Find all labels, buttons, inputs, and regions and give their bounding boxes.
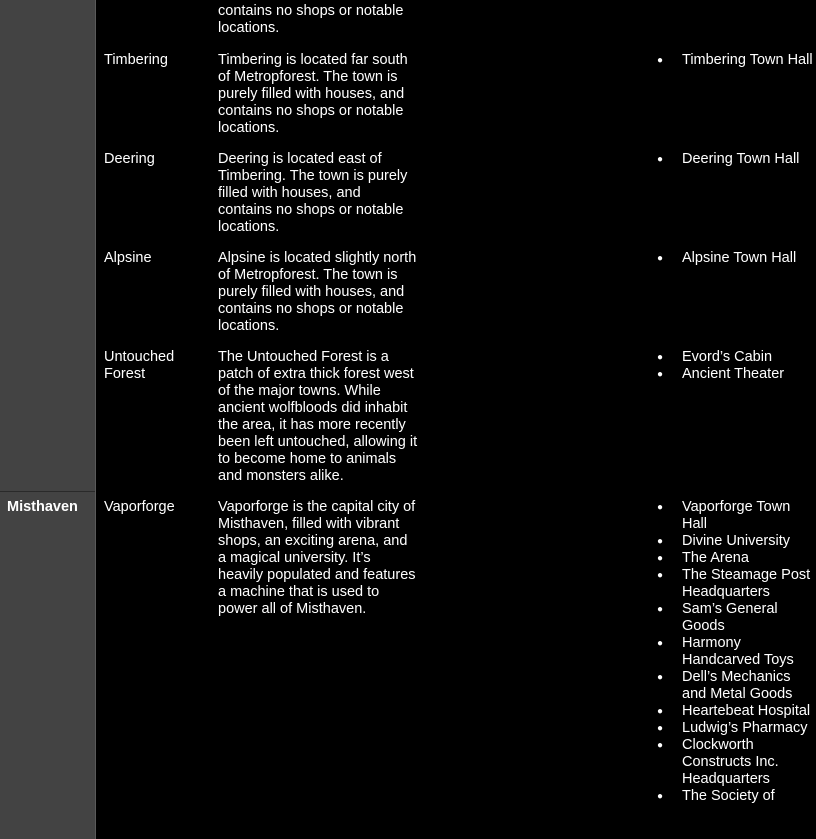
row-divider [0,491,95,492]
location-item: ● The Steamage Post Headquarters [650,567,816,601]
location-item: ● Timbering Town Hall [650,52,816,69]
column-divider [95,0,96,839]
town-description: Deering is located east of Timbering. The town is purely filled with houses, and contains no shops or notable locations. [218,151,408,235]
location-item: ● Alpsine Town Hall [650,250,816,267]
location-item: ● Ancient Theater [650,366,816,383]
region-column [0,0,95,839]
location-item: ● Dell’s Mechanics and Metal Goods [650,669,816,703]
region-name: Misthaven [7,499,78,515]
town-name: Untouched Forest [104,349,175,382]
town-description: Vaporforge is the capital city of Misthaven, filled with vibrant shops, an exciting arena, and a magical university. It’s heavily populated and features a machine that is used to power all of Misthaven. [218,499,416,617]
location-item: ● Heartebeat Hospital [650,703,816,720]
town-name: Timbering [104,52,168,68]
town-description: The Untouched Forest is a patch of extra thick forest west of the major towns. While ancient wolfbloods did inhabit the area, it has more recently been left untouched, allowing it to become home to animals and monsters alike. [218,349,418,484]
locations-list [650,151,816,168]
location-item: ● The Society of [650,788,816,805]
location-item: ● Divine University [650,533,816,550]
location-item: ● Sam’s General Goods [650,601,816,635]
location-item: ● Clockworth Constructs Inc. Headquarters [650,737,816,788]
location-item: ● Evord’s Cabin [650,349,816,366]
town-name: Vaporforge [104,499,175,515]
locations-list [650,52,816,69]
location-item: ● Vaporforge Town Hall [650,499,816,533]
location-item: ● Deering Town Hall [650,151,816,168]
location-item: ● Harmony Handcarved Toys [650,635,816,669]
town-description: contains no shops or notable locations. [218,3,404,36]
town-name: Alpsine [104,250,152,266]
locations-list [650,499,816,805]
locations-list [650,250,816,267]
location-item: ● The Arena [650,550,816,567]
town-description: Timbering is located far south of Metropforest. The town is purely filled with houses, and contains no shops or notable locations. [218,52,408,136]
town-description: Alpsine is located slightly north of Metropforest. The town is purely filled with houses, and contains no shops or notable locations. [218,250,417,334]
locations-list [650,349,816,383]
location-item: ● Ludwig’s Pharmacy [650,720,816,737]
town-name: Deering [104,151,155,167]
